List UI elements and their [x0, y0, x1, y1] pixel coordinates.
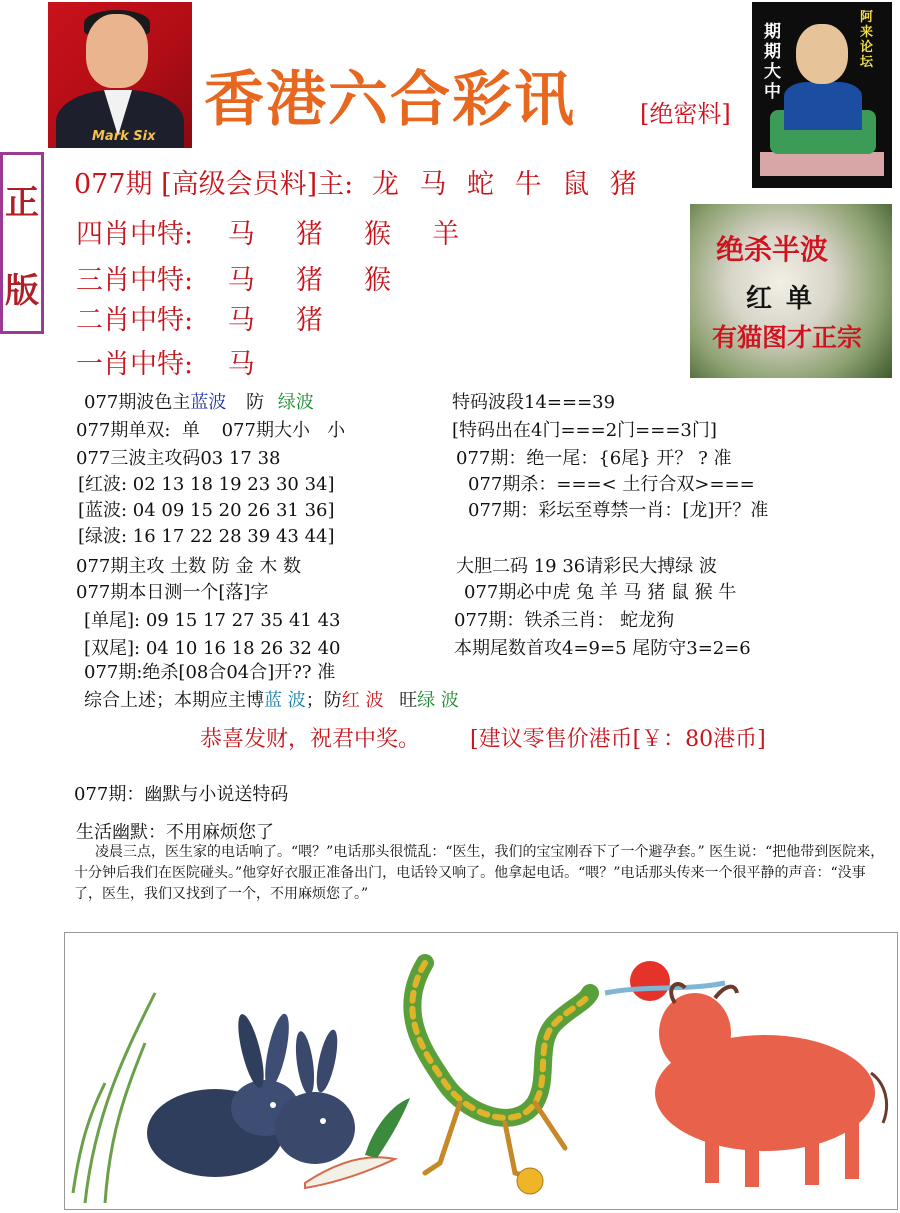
mascot-text: 期期大中 — [764, 22, 781, 102]
zodiac-illustration — [65, 933, 897, 1209]
mark-six-logo: Mark Six — [92, 129, 156, 144]
zodiac-artwork — [64, 932, 898, 1210]
promo-line-2: 红单 — [746, 284, 827, 314]
forum-text: 阿来论坛 — [860, 10, 874, 70]
red-wave-numbers: [红波: 02 13 18 19 23 30 34] — [78, 474, 335, 495]
story-body: 凌晨三点，医生家的电话响了。“喂？”电话那头很慌乱：“医生，我们的宝宝刚吞下了一个避孕套。” 医生说：“把他带到医院来，十分钟后我们在医院碰头。”他穿好衣服正准备出门，电话铃又响了。他拿起电话。“喂？”电话那头传来一个很平静的声音：“没事了，医生，我们又找到了一个，不用麻烦您了。” — [74, 844, 885, 902]
daily-word: 077期本日测一个[落]字 — [76, 582, 269, 603]
side-label-2: 版 — [5, 270, 39, 311]
forum-pick: 077期：彩坛至尊禁一肖：[龙]开？准 — [468, 500, 769, 521]
title-tag: [绝密料] — [640, 100, 731, 128]
promo-line-3: 有猫图才正宗 — [712, 323, 863, 352]
special-door: [特码出在4门===2门===3门] — [452, 420, 717, 441]
rabbit-icon — [147, 1012, 355, 1177]
element-attack: 077期主攻 土数 防 金 木 数 — [76, 556, 301, 577]
story-heading: 077期：幽默与小说送特码 — [74, 784, 289, 805]
special-row-3: 三肖中特: 马 猪 猴 — [76, 265, 400, 296]
summary-line: 综合上述；本期应主博蓝 波；防红 波 旺绿 波 — [84, 690, 459, 711]
single-tail: [单尾]: 09 15 17 27 35 41 43 — [84, 610, 341, 631]
kill-element: 077期杀：===< 土行合双>=== — [468, 474, 755, 495]
grass-icon — [73, 993, 155, 1203]
blue-wave-numbers: [蓝波: 04 09 15 20 26 31 36] — [78, 500, 335, 521]
ox-icon — [605, 961, 887, 1187]
host-photo — [48, 2, 192, 148]
promo-line-1: 绝杀半波 — [716, 233, 829, 266]
price-text: [建议零售价港币[￥：80港币] — [470, 727, 766, 752]
special-row-2: 二肖中特: 马 猪 — [76, 305, 331, 336]
side-label-1: 正 — [5, 182, 39, 223]
iron-kill-three: 077期：铁杀三肖： 蛇龙狗 — [454, 610, 675, 631]
must-win-zodiacs: 077期必中虎 兔 羊 马 猪 鼠 猴 牛 — [464, 582, 737, 603]
odd-even-size: 077期单双: 单 077期大小 小 — [76, 420, 346, 441]
tail-attack: 本期尾数首攻4=9=5 尾防守3=2=6 — [454, 638, 751, 659]
special-row-1: 一肖中特: 马 — [76, 349, 255, 380]
three-wave-attack: 077三波主攻码03 17 38 — [76, 448, 281, 469]
member-pick-values: 龙 马 蛇 牛 鼠 猪 — [371, 169, 643, 200]
special-segment: 特码波段14===39 — [452, 392, 616, 413]
wave-main: 077期波色主蓝波 防 绿波 — [84, 392, 314, 413]
green-wave-numbers: [绿波: 16 17 22 28 39 43 44] — [78, 526, 335, 547]
story-subtitle: 生活幽默：不用麻烦您了 — [76, 822, 274, 843]
kill-combo: 077期:绝杀[08合04合]开?? 准 — [84, 662, 336, 683]
special-row-4: 四肖中特: 马 猪 猴 羊 — [76, 219, 468, 250]
double-tail: [双尾]: 04 10 16 18 26 32 40 — [84, 638, 341, 659]
mascot-image — [752, 2, 892, 188]
page-title: 香港六合彩讯 — [204, 65, 576, 135]
congrats-text: 恭喜发财，祝君中奖。 — [200, 727, 421, 752]
dragon-icon — [412, 963, 590, 1194]
kill-tail: 077期：绝一尾：{6尾} 开？ ? 准 — [456, 448, 732, 469]
bold-two-numbers: 大胆二码 19 36请彩民大搏绿 波 — [456, 556, 717, 577]
member-pick — [74, 162, 643, 201]
member-pick-label: 077期 [高级会员料]主: — [74, 169, 354, 200]
cat-promo-image — [690, 204, 892, 378]
official-edition-label — [0, 152, 44, 334]
